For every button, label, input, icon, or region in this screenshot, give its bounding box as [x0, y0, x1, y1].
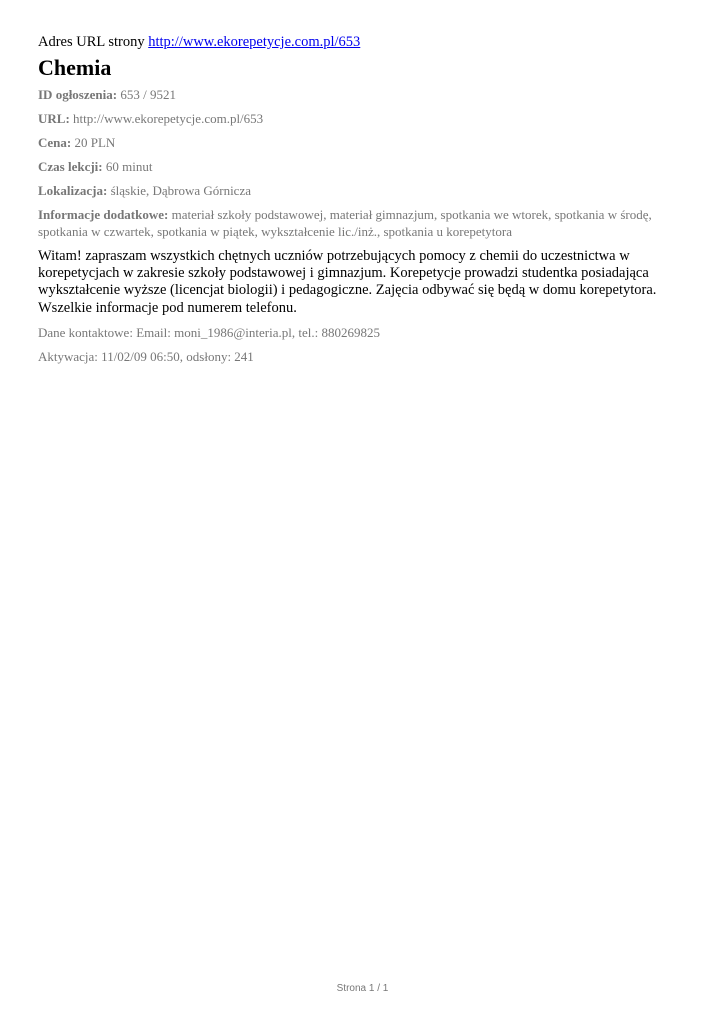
field-additional-info-value: materiał szkoły podstawowej, materiał gimnazjum, spotkania we wtorek, spotkania w środę, spotkania w czwartek, spotkania w piątek, wykształcenie lic./inż., spotkania u korepetytora [38, 207, 652, 239]
field-additional-info-label: Informacje dodatkowe: [38, 207, 169, 222]
field-location [38, 183, 688, 199]
contact-info: Dane kontaktowe: Email: moni_1986@interia.pl, tel.: 880269825 [38, 324, 380, 340]
field-url [38, 111, 688, 127]
page-title: Chemia [38, 55, 112, 80]
page-url-line [38, 33, 688, 52]
field-id [38, 87, 688, 103]
field-lesson-time-value: 60 minut [105, 159, 153, 174]
field-url-label: URL: [38, 111, 70, 126]
field-price-value: 20 PLN [74, 135, 116, 150]
page-footer: Strona 1 / 1 [336, 983, 389, 994]
field-id-value: 653 / 9521 [120, 87, 176, 102]
field-lesson-time-label: Czas lekcji: [38, 159, 103, 174]
page-url-link[interactable]: http://www.ekorepetycje.com.pl/653 [148, 34, 361, 50]
field-price [38, 135, 688, 151]
field-url-value: http://www.ekorepetycje.com.pl/653 [73, 111, 264, 126]
url-prefix: Adres URL strony [38, 34, 145, 50]
field-price-label: Cena: [38, 135, 72, 150]
field-lesson-time [38, 159, 688, 175]
field-location-value: śląskie, Dąbrowa Górnicza [110, 183, 251, 198]
field-id-label: ID ogłoszenia: [38, 87, 118, 102]
field-additional-info [38, 207, 688, 240]
activation-info: Aktywacja: 11/02/09 06:50, odsłony: 241 [38, 348, 254, 364]
description: Witam! zapraszam wszystkich chętnych uczniów potrzebujących pomocy z chemii do uczestnictwa w korepetycjach w zakresie szkoły podstawowej i gimnazjum. Korepetycje prowadzi studentka posiadająca wykształcenie wyższe (licencjat biologii) i pedagogiczne. Zajęcia odbywać się będą w domu korepetytora. Wszelkie informacje pod numerem telefonu. [38, 248, 657, 316]
field-location-label: Lokalizacja: [38, 183, 108, 198]
document-page [38, 33, 688, 365]
